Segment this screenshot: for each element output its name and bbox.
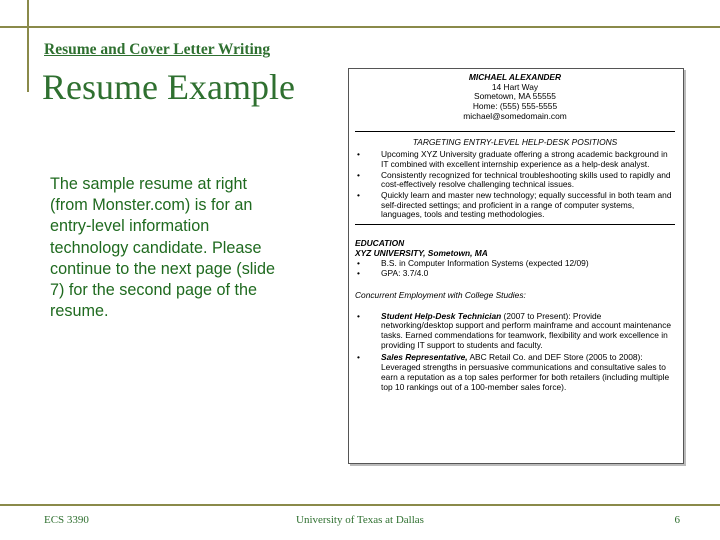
bullet-icon: • <box>357 352 360 363</box>
footer-institution: University of Texas at Dallas <box>296 514 424 526</box>
job-title: Student Help-Desk Technician <box>381 310 502 321</box>
left-rule <box>27 0 29 92</box>
bullet-icon: • <box>357 268 360 279</box>
bullet-icon: • <box>357 310 360 321</box>
resume-document <box>348 68 684 464</box>
list-item: • Sales Representative, ABC Retail Co. and DEF Store (2005 to 2008): Leveraged strengths in persuasive communications and consultative sales to earn a reputation as a top sales performer for both retailers (including multiple top 10 rankings out of a 100-member sales force). <box>357 352 670 392</box>
resume-address-line: 14 Hart Way <box>491 81 539 92</box>
slide-body-text: The sample resume at right (from Monster.com) is for an entry-level information technology candidate. Please continue to the next page (slide 7) for the second page of the resume. <box>50 175 275 321</box>
resume-name: MICHAEL ALEXANDER <box>468 72 562 82</box>
school-name: XYZ UNIVERSITY, Sometown, MA <box>355 247 488 258</box>
footer-course: ECS 3390 <box>44 514 89 526</box>
job-title: Sales Representative, <box>381 352 468 363</box>
employment-heading: Concurrent Employment with College Studies: <box>355 289 526 300</box>
bullet-icon: • <box>357 149 360 160</box>
slide-title: Resume Example <box>42 67 295 107</box>
jobs-list <box>355 312 675 393</box>
resume-email: michael@somedomain.com <box>463 110 567 121</box>
header-title: Resume and Cover Letter Writing <box>44 41 271 58</box>
bullet-icon: • <box>357 257 360 268</box>
list-item: • Student Help-Desk Technician (2007 to Present): Provide networking/desktop support and perform mainframe and account maintenance tasks. Earned commendations for teamwork, flexibility and work excellence in providing IT support to students and faculty. <box>357 310 672 350</box>
divider <box>355 224 675 225</box>
page-number: 6 <box>674 514 680 526</box>
list-item: • GPA: 3.7/4.0 <box>357 268 429 279</box>
resume-address-line: Sometown, MA 55555 <box>474 91 556 102</box>
list-item: • Upcoming XYZ University graduate offering a strong academic background in IT combined with excellent internship experience as a help-desk analyst. <box>357 149 668 169</box>
education-list <box>355 259 675 279</box>
list-item: • B.S. in Computer Information Systems (expected 12/09) <box>357 257 589 268</box>
resume-objective: TARGETING ENTRY-LEVEL HELP-DESK POSITIONS <box>412 136 618 147</box>
bottom-rule <box>0 504 720 506</box>
bullet-icon: • <box>357 190 360 201</box>
resume-phone: Home: (555) 555-5555 <box>472 101 558 112</box>
bullet-icon: • <box>357 169 360 180</box>
list-item: • Quickly learn and master new technology; equally successful in both team and self-directed settings; and proficient in a range of computer systems, languages, tools and testing methodologies. <box>357 190 672 220</box>
summary-list <box>355 150 675 220</box>
divider <box>355 131 675 132</box>
education-heading: EDUCATION <box>355 238 405 249</box>
top-rule <box>0 26 720 28</box>
list-item: • Consistently recognized for technical troubleshooting skills used to rapidly and cost-effectively resolve challenging technical issues. <box>357 169 671 190</box>
